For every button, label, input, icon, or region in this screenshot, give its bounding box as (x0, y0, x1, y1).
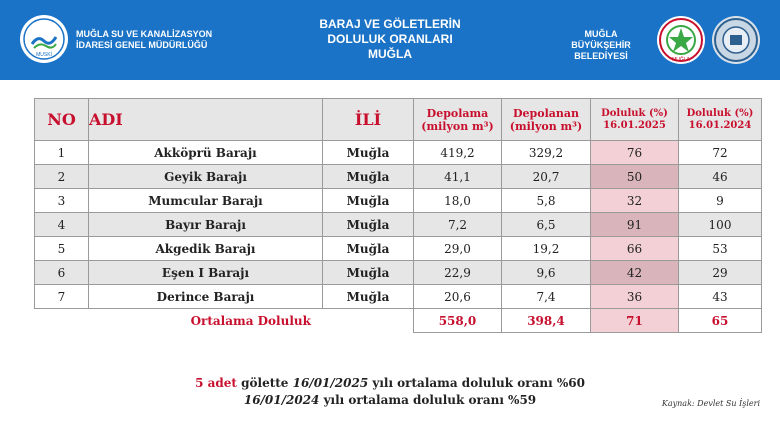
cell-pct-2024: 29 (679, 261, 762, 285)
header-banner (0, 0, 780, 80)
header-no: NO (35, 99, 89, 141)
table-row (35, 189, 762, 213)
cell-pct-2025: 36 (591, 285, 679, 309)
cell-stored: 6,5 (502, 213, 591, 237)
header-pct-2024: Doluluk (%) 16.01.2024 (679, 99, 762, 141)
title-line1: BARAJ VE GÖLETLERİN (319, 17, 461, 31)
muski-logo-icon (20, 15, 68, 63)
cell-pct-2025: 42 (591, 261, 679, 285)
total-label: Ortalama Doluluk (89, 309, 414, 333)
cell-name: Geyik Barajı (89, 165, 323, 189)
table-row (35, 237, 762, 261)
cell-name: Eşen I Barajı (89, 261, 323, 285)
cell-pct-2024: 53 (679, 237, 762, 261)
emblem-icon (712, 16, 760, 64)
cell-name: Akköprü Barajı (89, 141, 323, 165)
cell-province: Muğla (323, 165, 414, 189)
cell-capacity: 18,0 (414, 189, 502, 213)
cell-no: 6 (35, 261, 89, 285)
title-line3: MUĞLA (368, 47, 412, 61)
org-left-line1: MUĞLA SU VE KANALİZASYON (76, 29, 213, 39)
header-capacity: Depolama (milyon m³) (414, 99, 502, 141)
dam-occupancy-table (34, 98, 762, 333)
table-row (35, 165, 762, 189)
cell-stored: 329,2 (502, 141, 591, 165)
cell-province: Muğla (323, 141, 414, 165)
cell-no: 7 (35, 285, 89, 309)
cell-pct-2024: 72 (679, 141, 762, 165)
note-date-2025: 16/01/2025 (292, 376, 369, 390)
cell-capacity: 419,2 (414, 141, 502, 165)
org-right-line2: BELEDİYESİ (574, 51, 628, 61)
cell-pct-2025: 76 (591, 141, 679, 165)
total-blank-cell (35, 309, 89, 333)
cell-name: Bayır Barajı (89, 213, 323, 237)
cell-name: Akgedik Barajı (89, 237, 323, 261)
header-name: ADI (89, 99, 323, 141)
seal-text: MUĞLA (672, 57, 690, 63)
org-name-right (555, 29, 647, 62)
org-name-left (76, 29, 212, 51)
cell-pct-2024: 9 (679, 189, 762, 213)
summary-note-2025 (0, 376, 780, 390)
note-rest-2025: yılı ortalama doluluk oranı %60 (368, 376, 585, 390)
header-stored: Depolanan (milyon m³) (502, 99, 591, 141)
cell-pct-2024: 43 (679, 285, 762, 309)
cell-capacity: 7,2 (414, 213, 502, 237)
cell-pct-2024: 100 (679, 213, 762, 237)
source-credit: Kaynak: Devlet Su İşleri (661, 399, 760, 408)
table-row (35, 213, 762, 237)
cell-province: Muğla (323, 189, 414, 213)
cell-stored: 9,6 (502, 261, 591, 285)
page-title (280, 17, 500, 62)
header-province: İLİ (323, 99, 414, 141)
table-row (35, 141, 762, 165)
table-header-row (35, 99, 762, 141)
title-line2: DOLULUK ORANLARI (327, 32, 453, 46)
cell-name: Derince Barajı (89, 285, 323, 309)
cell-no: 2 (35, 165, 89, 189)
total-row (35, 309, 762, 333)
logo-left-text: MUSKİ (36, 52, 52, 58)
cell-stored: 20,7 (502, 165, 591, 189)
cell-no: 5 (35, 237, 89, 261)
cell-capacity: 29,0 (414, 237, 502, 261)
cell-name: Mumcular Barajı (89, 189, 323, 213)
header-pct-2025: Doluluk (%) 16.01.2025 (591, 99, 679, 141)
cell-capacity: 41,1 (414, 165, 502, 189)
table-row (35, 285, 762, 309)
cell-pct-2024: 46 (679, 165, 762, 189)
cell-capacity: 22,9 (414, 261, 502, 285)
cell-province: Muğla (323, 261, 414, 285)
total-capacity: 558,0 (414, 309, 502, 333)
cell-pct-2025: 66 (591, 237, 679, 261)
cell-province: Muğla (323, 213, 414, 237)
total-stored: 398,4 (502, 309, 591, 333)
note-rest-2024: yılı ortalama doluluk oranı %59 (319, 393, 537, 407)
municipality-seal-icon (657, 16, 705, 64)
cell-province: Muğla (323, 237, 414, 261)
total-pct-2024: 65 (679, 309, 762, 333)
cell-no: 3 (35, 189, 89, 213)
cell-capacity: 20,6 (414, 285, 502, 309)
cell-stored: 19,2 (502, 237, 591, 261)
total-pct-2025: 71 (591, 309, 679, 333)
note-count: 5 adet (195, 376, 237, 390)
org-left-line2: İDARESİ GENEL MÜDÜRLÜĞÜ (76, 40, 208, 50)
cell-stored: 7,4 (502, 285, 591, 309)
cell-pct-2025: 91 (591, 213, 679, 237)
cell-no: 1 (35, 141, 89, 165)
cell-province: Muğla (323, 285, 414, 309)
table-row (35, 261, 762, 285)
note-text: gölette (236, 376, 293, 390)
note-date-2024: 16/01/2024 (243, 393, 320, 407)
org-right-line1: MUĞLA BÜYÜKŞEHİR (571, 29, 631, 50)
cell-pct-2025: 32 (591, 189, 679, 213)
cell-pct-2025: 50 (591, 165, 679, 189)
cell-stored: 5,8 (502, 189, 591, 213)
cell-no: 4 (35, 213, 89, 237)
